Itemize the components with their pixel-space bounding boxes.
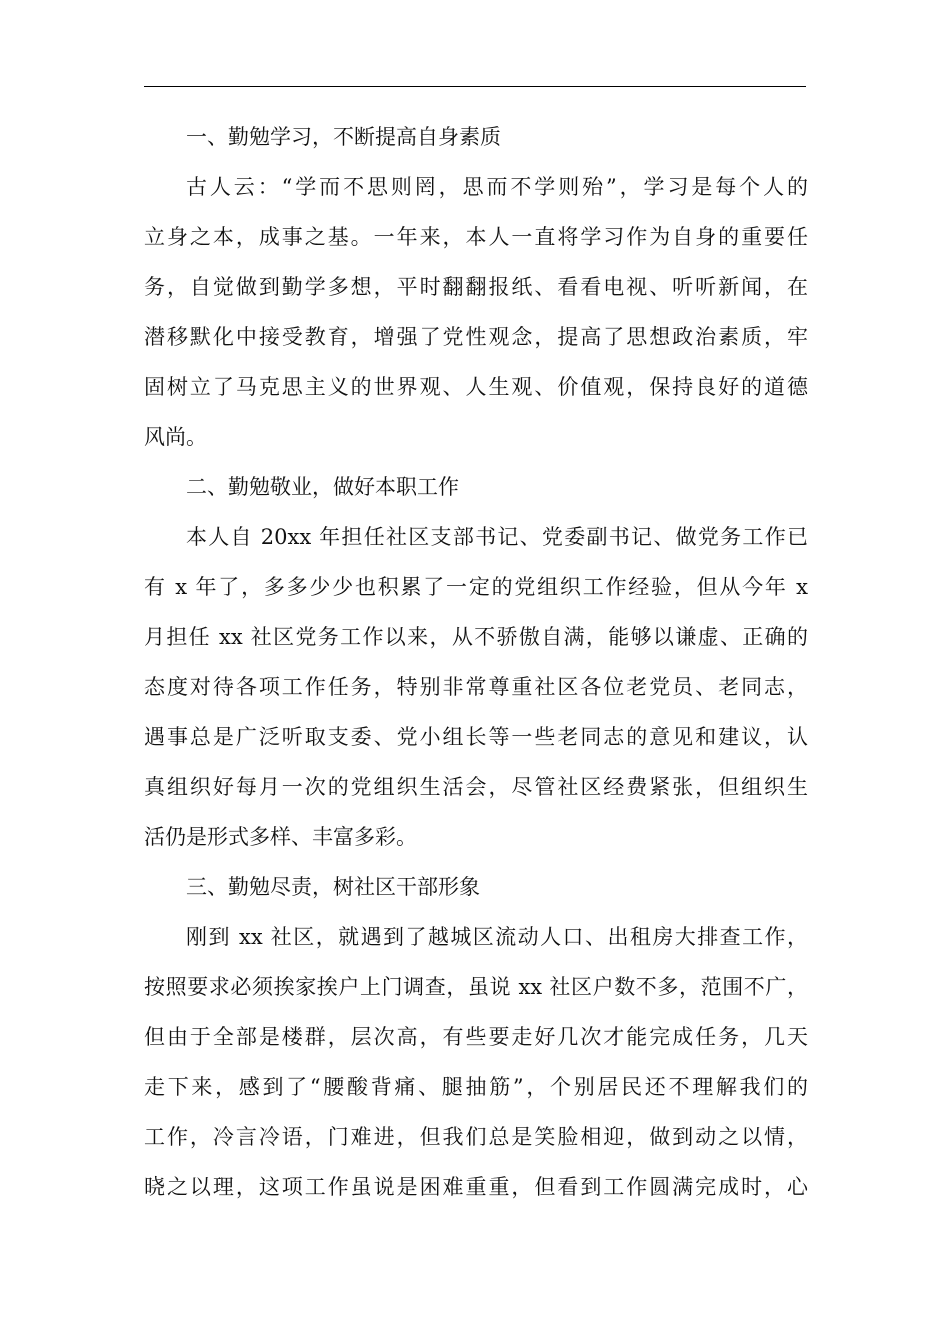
paragraph-line: 固树立了马克思主义的世界观、人生观、价值观，保持良好的道德 [144,375,808,399]
section-heading-3: 三、勤勉尽责，树社区干部形象 [186,875,480,899]
paragraph-line: 立身之本，成事之基。一年来，本人一直将学习作为自身的重要任 [144,225,808,249]
paragraph-line: 真组织好每月一次的党组织生活会，尽管社区经费紧张，但组织生 [144,775,808,799]
section-heading-2: 二、勤勉敬业，做好本职工作 [186,475,459,499]
paragraph-line: 月担任 xx 社区党务工作以来，从不骄傲自满，能够以谦虚、正确的 [144,625,808,649]
section-paragraph-1 [144,162,808,462]
paragraph-line: 工作，冷言冷语，门难进，但我们总是笑脸相迎，做到动之以情， [144,1125,808,1149]
paragraph-line: 刚到 xx 社区，就遇到了越城区流动人口、出租房大排查工作， [186,925,808,949]
paragraph-line: 活仍是形式多样、丰富多彩。 [144,825,417,849]
paragraph-line: 风尚。 [144,425,207,449]
paragraph-line: 遇事总是广泛听取支委、党小组长等一些老同志的意见和建议，认 [144,725,808,749]
paragraph-line: 本人自 20xx 年担任社区支部书记、党委副书记、做党务工作已 [186,525,808,549]
paragraph-line: 古人云：“学而不思则罔，思而不学则殆”，学习是每个人的 [186,175,808,199]
section-heading-1: 一、勤勉学习，不断提高自身素质 [186,125,501,149]
paragraph-line: 有 x 年了，多多少少也积累了一定的党组织工作经验，但从今年 x [144,575,808,599]
section-paragraph-2 [144,512,808,862]
paragraph-line: 务，自觉做到勤学多想，平时翻翻报纸、看看电视、听听新闻，在 [144,275,808,299]
paragraph-line: 走下来，感到了“腰酸背痛、腿抽筋”，个别居民还不理解我们的 [144,1075,808,1099]
document-body [144,112,808,1212]
paragraph-line: 态度对待各项工作任务，特别非常尊重社区各位老党员、老同志， [144,675,808,699]
paragraph-line: 潜移默化中接受教育，增强了党性观念，提高了思想政治素质，牢 [144,325,808,349]
paragraph-line: 晓之以理，这项工作虽说是困难重重，但看到工作圆满完成时，心 [144,1175,808,1199]
paragraph-line: 但由于全部是楼群，层次高，有些要走好几次才能完成任务，几天 [144,1025,808,1049]
section-paragraph-3 [144,912,808,1212]
header-rule [144,86,806,87]
paragraph-line: 按照要求必须挨家挨户上门调查，虽说 xx 社区户数不多，范围不广， [144,975,808,999]
